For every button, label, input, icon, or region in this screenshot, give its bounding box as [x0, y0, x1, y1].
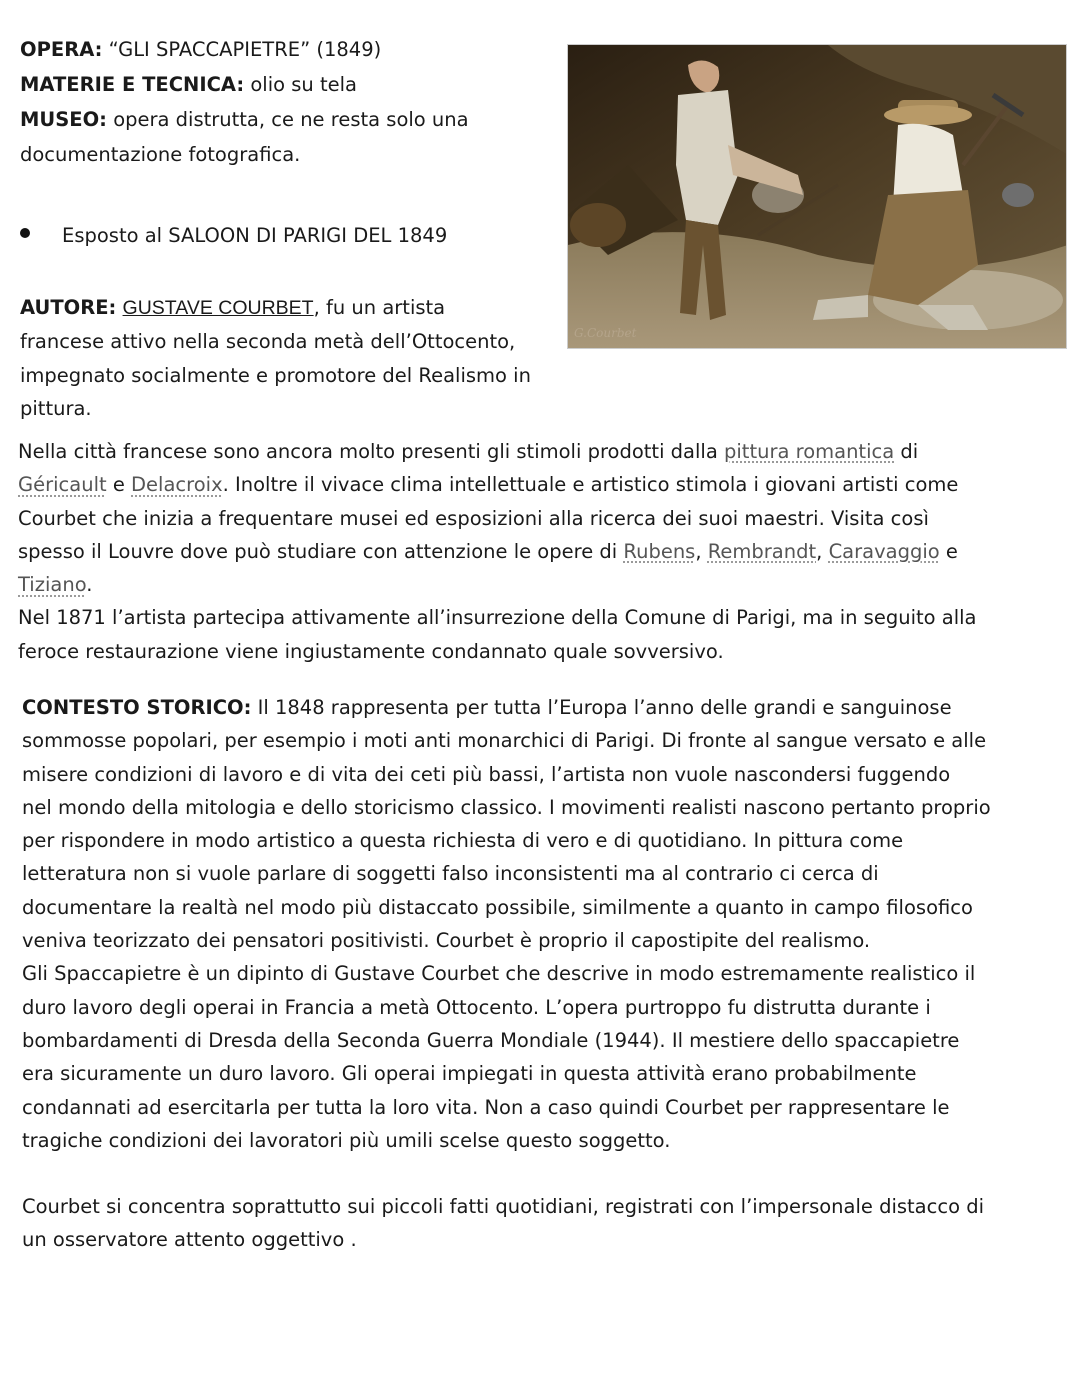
- museo-line: MUSEO: opera distrutta, ce ne resta solo una: [20, 108, 469, 131]
- author-name: GUSTAVE COURBET: [122, 297, 314, 319]
- bullet-icon: [20, 228, 30, 238]
- link-rembrandt[interactable]: Rembrandt: [707, 539, 817, 563]
- link-pittura-romantica[interactable]: pittura romantica: [724, 440, 895, 463]
- link-rubens[interactable]: Rubens: [623, 539, 696, 563]
- author-line-4: pittura.: [20, 396, 92, 420]
- author-line-1: AUTORE: GUSTAVE COURBET, fu un artista: [20, 296, 446, 319]
- context-label: CONTESTO STORICO:: [22, 696, 252, 719]
- link-gericault[interactable]: Géricault: [18, 473, 107, 497]
- author-section: [20, 291, 565, 425]
- materie-line: MATERIE E TECNICA: olio su tela: [20, 73, 357, 96]
- painting-image: [567, 44, 1067, 349]
- link-caravaggio[interactable]: Caravaggio: [828, 539, 940, 563]
- closing-paragraph: Courbet si concentra soprattutto sui piccoli fatti quotidiani, registrati con l’impersonale distacco di un osservatore attento oggettivo .: [22, 1195, 985, 1252]
- biography-paragraph: Nella città francese sono ancora molto presenti gli stimoli prodotti dalla pittura romantica di Géricault e Delacroix. Inoltre il vivace clima intellettuale e artistico stimola i giovani artisti come Courbet che inizia a frequentare musei ed esposizioni alla ricerca dei suoi maestri. Visita così spesso il Louvre dove può studiare con attenzione le opere di Rubens, Rembrandt, Caravaggio e Tiziano. Nel 1871 l’artista partecipa attivamente all’insurrezione della Comune di Parigi, ma in seguito alla feroce restaurazione viene ingiustamente condannato quale sovversivo.: [18, 440, 977, 663]
- link-delacroix[interactable]: Delacroix: [131, 473, 223, 497]
- author-line-2: francese attivo nella seconda metà dell’Ottocento,: [20, 330, 516, 354]
- author-line-3: impegnato socialmente e promotore del Realismo in: [20, 363, 531, 387]
- opera-line: OPERA: “GLI SPACCAPIETRE” (1849): [20, 38, 382, 61]
- historical-context: CONTESTO STORICO: Il 1848 rappresenta per tutta l’Europa l’anno delle grandi e sanguinose sommosse popolari, per esempio i moti anti monarchici di Parigi. Di fronte al sangue versato e alle misere condizioni di lavoro e di vita dei ceti più bassi, l’artista non vuole nascondersi fuggendo nel mondo della mitologia e dello storicismo classico. I movimenti realisti nascono pertanto proprio per rispondere in modo artistico a questa richiesta di vero e di quotidiano. In pittura come letteratura non si vuole parlare di soggetti falso inconsistenti ma al contrario ci cerca di documentare la realtà nel modo più distaccato possibile, similmente a quanto in campo filosofico veniva teorizzato dei pensatori positivisti. Courbet è proprio il capostipite del realismo. Gli Spaccapietre è un dipinto di Gustave Courbet che descrive in modo estremamente realistico il duro lavoro degli operai in Francia a metà Ottocento. L’opera purtroppo fu distrutta durante i bombardamenti di Dresda della Seconda Guerra Mondiale (1944). Il mestiere dello spaccapietre era sicuramente un duro lavoro. Gli operai impiegati in questa attività erano probabilmente condannati ad esercitarla per tutta la loro vita. Non a caso quindi Courbet per rappresentare le tragiche condizioni dei lavoratori più umili scelse questo soggetto.: [22, 696, 991, 1152]
- exhibition-bullet: Esposto al SALOON DI PARIGI DEL 1849: [62, 224, 448, 247]
- painting-signature: G.Courbet: [574, 326, 637, 340]
- link-tiziano[interactable]: Tiziano: [18, 573, 87, 597]
- artwork-info: [20, 32, 560, 172]
- stone-breakers-illustration: [568, 45, 1067, 349]
- museo-line-2: documentazione fotografica.: [20, 143, 301, 166]
